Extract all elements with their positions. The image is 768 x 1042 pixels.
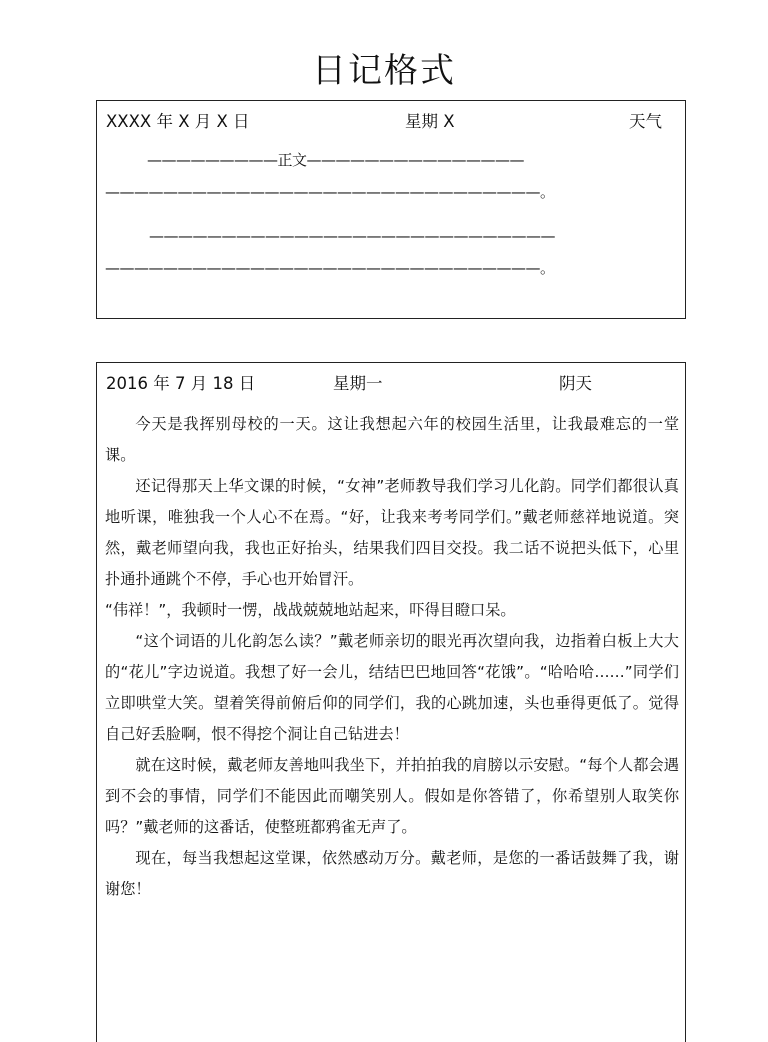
sample-weekday: 星期一 bbox=[333, 374, 383, 393]
template-weekday: 星期 X bbox=[405, 112, 455, 131]
essay-paragraph: 今天是我挥别母校的一天。这让我想起六年的校园生活里，让我最难忘的一堂课。 bbox=[105, 415, 679, 464]
diary-template-box bbox=[96, 100, 686, 319]
template-body-line-4: ——————————————————————————————。 bbox=[105, 259, 555, 277]
sample-header bbox=[97, 363, 685, 397]
template-header bbox=[97, 101, 685, 135]
template-weather: 天气 bbox=[629, 112, 662, 131]
template-body-line-3: ———————————————————————————— bbox=[149, 227, 555, 245]
sample-date: 2016 年 7 月 18 日 bbox=[106, 374, 256, 393]
essay-paragraph: “这个词语的儿化韵怎么读？”戴老师亲切的眼光再次望向我，边指着白板上大大的“花儿”字边说道。我想了好一会儿，结结巴巴地回答“花饿”。“哈哈哈……”同学们立即哄堂大笑。望着笑得前俯后仰的同学们，我的心跳加速，头也垂得更低了。觉得自己好丢脸啊，恨不得挖个洞让自己钻进去！ bbox=[105, 632, 679, 743]
page-title: 日记格式 bbox=[312, 51, 456, 91]
sample-weather: 阴天 bbox=[559, 374, 592, 393]
essay-paragraph: 就在这时候，戴老师友善地叫我坐下，并拍拍我的肩膀以示安慰。“每个人都会遇到不会的事情，同学们不能因此而嘲笑别人。假如是你答错了，你希望别人取笑你吗？”戴老师的这番话，使整班都鸦雀无声了。 bbox=[105, 756, 679, 836]
essay-paragraph: “伟祥！”，我顿时一愣，战战兢兢地站起来，吓得目瞪口呆。 bbox=[105, 601, 516, 619]
essay-paragraph: 现在，每当我想起这堂课，依然感动万分。戴老师，是您的一番话鼓舞了我，谢谢您！ bbox=[105, 849, 679, 898]
template-body-line-2: ——————————————————————————————。 bbox=[105, 183, 555, 201]
template-body-line-1: —————————正文——————————————— bbox=[147, 151, 525, 169]
essay-paragraph: 还记得那天上华文课的时候，“女神”老师教导我们学习儿化韵。同学们都很认真地听课，唯独我一个人心不在焉。“好，让我来考考同学们。”戴老师慈祥地说道。突然，戴老师望向我，我也正好抬头，结果我们四目交投。我二话不说把头低下，心里扑通扑通跳个不停，手心也开始冒汗。 bbox=[105, 477, 679, 588]
template-date: XXXX 年 X 月 X 日 bbox=[106, 112, 250, 131]
diary-essay bbox=[105, 409, 679, 905]
diary-sample-box bbox=[96, 362, 686, 1042]
